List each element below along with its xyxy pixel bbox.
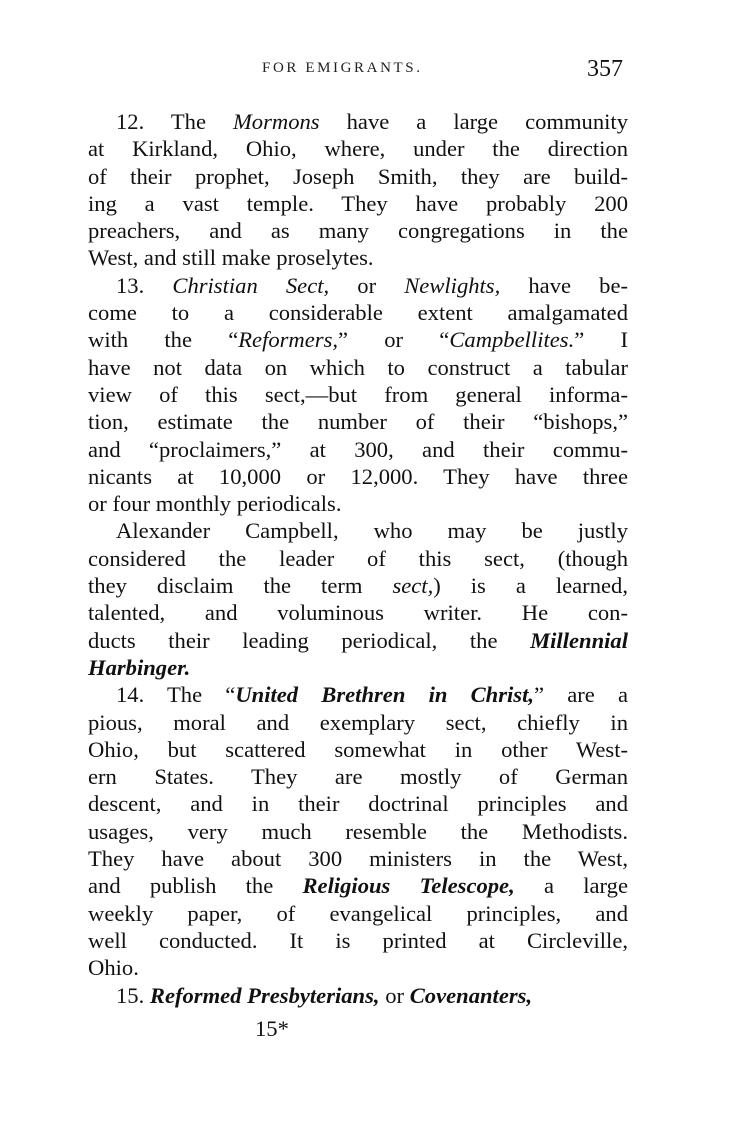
text-run: or four monthly periodicals. bbox=[88, 491, 342, 517]
text-line bbox=[88, 217, 628, 244]
text-line bbox=[88, 982, 628, 1009]
text-run: view of this sect,—but from general informa- bbox=[88, 381, 628, 407]
text-line bbox=[88, 408, 628, 435]
text-run: have not data on which to construct a tabular bbox=[88, 354, 628, 380]
text-run: they disclaim the term bbox=[88, 573, 393, 599]
text-run: weekly paper, of evangelical principles, and bbox=[88, 900, 628, 926]
text-line bbox=[88, 572, 628, 599]
text-line bbox=[88, 463, 628, 490]
text-run: 13. bbox=[116, 272, 173, 298]
text-run: ing a vast temple. They have probably 200 bbox=[88, 190, 628, 216]
text-run: They have about 300 ministers in the West, bbox=[88, 846, 628, 872]
text-line bbox=[88, 927, 628, 954]
text-run: pious, moral and exemplary sect, chiefly in bbox=[88, 709, 628, 735]
text-line bbox=[88, 517, 628, 544]
text-run: 14. The “ bbox=[116, 682, 236, 708]
text-line bbox=[88, 354, 628, 381]
text-line bbox=[88, 490, 628, 517]
text-line bbox=[88, 954, 628, 981]
text-run: considered the leader of this sect, (though bbox=[88, 545, 628, 571]
text-line bbox=[88, 244, 628, 271]
running-head bbox=[0, 56, 736, 86]
italic-phrase: Christian Sect, bbox=[172, 272, 330, 298]
text-run: nicants at 10,000 or 12,000. They have three bbox=[88, 463, 628, 489]
text-run: talented, and voluminous writer. He con- bbox=[88, 600, 628, 626]
text-run: at Kirkland, Ohio, where, under the direction bbox=[88, 136, 628, 162]
text-line bbox=[88, 272, 628, 299]
text-line bbox=[88, 845, 628, 872]
text-line bbox=[88, 190, 628, 217]
text-line bbox=[88, 545, 628, 572]
text-run: Ohio. bbox=[88, 955, 139, 981]
text-run: or bbox=[379, 982, 410, 1008]
text-run: West, and still make proselytes. bbox=[88, 245, 374, 271]
text-line bbox=[88, 108, 628, 135]
italic-phrase: Campbellites. bbox=[449, 327, 575, 353]
italic-phrase: Religious Telescope, bbox=[302, 873, 515, 899]
text-run: ducts their leading periodical, the bbox=[88, 627, 531, 653]
text-run: and publish the bbox=[88, 873, 303, 899]
text-line bbox=[88, 627, 628, 654]
italic-phrase: Reformed Presbyterians, bbox=[149, 982, 380, 1008]
italic-phrase: Covenanters, bbox=[409, 982, 533, 1008]
text-run: ) is a learned, bbox=[433, 573, 628, 599]
text-run: ” or “ bbox=[338, 327, 450, 353]
text-run: have be- bbox=[500, 272, 629, 298]
text-line bbox=[88, 763, 628, 790]
italic-phrase: Millennial bbox=[530, 627, 628, 653]
italic-phrase: sect, bbox=[392, 573, 434, 599]
text-line bbox=[88, 872, 628, 899]
text-line bbox=[88, 436, 628, 463]
running-head-title: FOR EMIGRANTS. bbox=[262, 60, 423, 76]
text-run: ” are a bbox=[534, 682, 628, 708]
text-line bbox=[88, 818, 628, 845]
text-run: well conducted. It is printed at Circleville, bbox=[88, 927, 628, 953]
italic-phrase: Mormons bbox=[232, 109, 320, 134]
text-line bbox=[88, 135, 628, 162]
text-line bbox=[88, 299, 628, 326]
text-run: a large bbox=[514, 873, 628, 899]
text-run: Ohio, but scattered somewhat in other West- bbox=[88, 736, 628, 762]
text-run: tion, estimate the number of their “bishops,” bbox=[88, 409, 628, 435]
text-run: have a large community bbox=[319, 109, 628, 134]
text-line bbox=[88, 326, 628, 353]
text-run: with the “ bbox=[88, 327, 239, 353]
italic-phrase: Reformers, bbox=[238, 327, 339, 353]
signature-mark: 15* bbox=[255, 1016, 289, 1041]
text-line bbox=[88, 381, 628, 408]
text-run: or bbox=[329, 272, 405, 298]
page-number: 357 bbox=[587, 56, 623, 82]
text-line bbox=[88, 790, 628, 817]
text-line bbox=[88, 599, 628, 626]
text-line bbox=[88, 654, 628, 681]
text-run: of their prophet, Joseph Smith, they are build- bbox=[88, 163, 628, 189]
text-run: and “proclaimers,” at 300, and their commu- bbox=[88, 436, 628, 462]
text-run: preachers, and as many congregations in the bbox=[88, 218, 628, 244]
italic-phrase: Harbinger. bbox=[88, 654, 191, 680]
text-line bbox=[88, 736, 628, 763]
text-run: usages, very much resemble the Methodists. bbox=[88, 818, 628, 844]
text-line bbox=[88, 900, 628, 927]
text-run: 12. The bbox=[116, 109, 233, 134]
italic-phrase: Newlights, bbox=[404, 272, 501, 298]
text-run: 15. bbox=[116, 982, 150, 1008]
text-run: come to a considerable extent amalgamated bbox=[88, 300, 628, 326]
text-line bbox=[88, 681, 628, 708]
text-run: Alexander Campbell, who may be justly bbox=[116, 518, 628, 544]
text-run: descent, and in their doctrinal principles and bbox=[88, 791, 628, 817]
italic-phrase: United Brethren in Christ, bbox=[235, 682, 535, 708]
text-line bbox=[88, 709, 628, 736]
text-run: ern States. They are mostly of German bbox=[88, 764, 628, 790]
body-text bbox=[88, 108, 628, 1009]
text-run: ” I bbox=[574, 327, 628, 353]
text-line bbox=[88, 163, 628, 190]
